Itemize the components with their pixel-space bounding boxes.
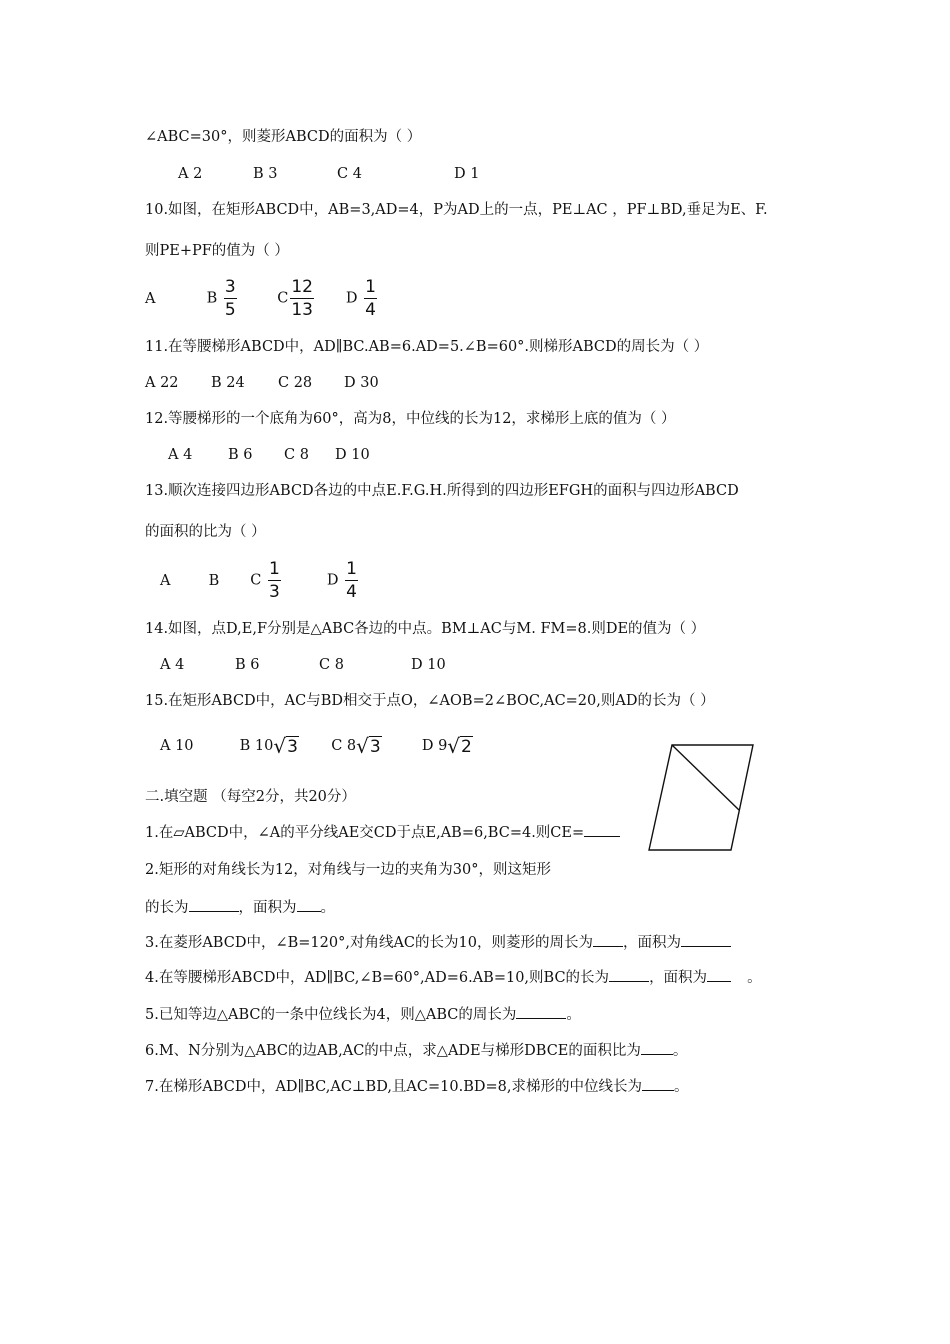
fill5-text-b: 。 [566,1007,581,1023]
fill7-text-a: 7.在梯形ABCD中，AD∥BC,AC⊥BD,且AC=10.BD=8,求梯形的中位线长为 [145,1079,642,1095]
fill2-text-c: 。 [320,900,335,916]
fill7-text-b: 。 [673,1079,689,1095]
q14-option-d: D 10 [411,657,446,673]
q14-option-b: B 6 [235,657,260,673]
q9-option-d: D 1 [454,166,480,182]
fraction [268,558,281,603]
answer-blank[interactable] [609,967,649,982]
answer-blank[interactable] [681,932,731,947]
fraction-numerator: 1 [268,559,280,579]
fraction [290,276,314,321]
q14-option-a: A 4 [160,657,185,673]
q9-option-c: C 4 [337,166,362,182]
fill2-text-a: 的长为 [145,900,189,916]
answer-blank[interactable] [641,1040,673,1055]
sqrt: √ 3 [273,734,298,758]
q15-option-d [422,728,473,764]
q10-option-d-label: D [345,290,358,307]
fill4-text-a: 4.在等腰梯形ABCD中，AD∥BC,∠B=60°,AD=6.AB=10,则BC的长为 [145,970,610,986]
fill3-text-a: 3.在菱形ABCD中，∠B=120°,对角线AC的长为10，则菱形的周长为 [145,935,593,951]
fill2-text-b: ，面积为 [238,900,297,916]
q12-option-d: D 10 [335,447,370,463]
fraction-numerator: 12 [291,277,313,297]
answer-blank[interactable] [297,897,321,912]
fraction-denominator: 13 [291,300,313,320]
q13-stem-line2: 的面积的比为（ ） [145,524,266,540]
fill1 [145,822,620,843]
q10-option-c-label: C [277,290,289,307]
fill2-line2 [145,897,335,918]
sqrt: √ 2 [447,734,472,758]
q13-option-b: B [208,572,220,589]
q11-option-a: A 22 [145,375,179,391]
q13-option-d [327,558,360,603]
q9-option-a: A 2 [178,166,203,182]
q11-options [145,373,379,393]
q13-option-c-label: C [250,572,262,589]
fraction-denominator: 4 [346,582,357,602]
q12-option-c: C 8 [284,447,309,463]
fraction-numerator: 1 [346,559,357,579]
sqrt: √ 3 [356,734,381,758]
fill5 [145,1004,581,1025]
fill4 [145,967,762,988]
q13-option-c [250,558,322,603]
q12-stem: 12.等腰梯形的一个底角为60°，高为8，中位线的长为12，求梯形上底的值为（ ） [145,411,676,427]
q10-option-b [207,276,273,321]
fill7 [145,1076,688,1097]
fill3 [145,932,731,953]
q12-options [168,445,370,465]
fill2-line1: 2.矩形的对角线长为12，对角线与一边的夹角为30°，则这矩形 [145,862,551,878]
fraction-denominator: 4 [365,300,376,320]
section2-heading: 二.填空题 （每空2分，共20分） [145,789,356,805]
q10-stem-line1: 10.如图，在矩形ABCD中，AB=3,AD=4，P为AD上的一点，PE⊥AC ，PF⊥BD,垂足为E、F. [145,202,768,218]
q15-option-c [331,728,417,764]
parallelogram-outline [649,745,753,850]
answer-blank[interactable] [707,967,731,982]
answer-blank[interactable] [584,822,620,837]
q15-options [160,728,473,764]
q13-stem-line1: 13.顺次连接四边形ABCD各边的中点E.F.G.H.所得到的四边形EFGH的面积与四边形ABCD [145,483,739,499]
q15-option-b [240,728,327,764]
fraction [345,558,358,603]
answer-blank[interactable] [189,897,239,912]
q11-stem: 11.在等腰梯形ABCD中，AD∥BC.AB=6.AD=5.∠B=60°.则梯形ABCD的周长为（ ） [145,339,709,355]
q9-stem-tail: ∠ABC=30°，则菱形ABCD的面积为（ ） [145,129,422,145]
fill4-text-b: ，面积为 [649,970,708,986]
answer-blank[interactable] [593,932,623,947]
q11-option-d: D 30 [344,375,379,391]
fill1-text: 1.在▱ABCD中，∠A的平分线AE交CD于点E,AB=6,BC=4.则CE= [145,825,585,841]
fill6 [145,1040,687,1061]
sqrt-radicand: 2 [461,737,472,757]
q10-option-b-label: B [206,290,218,307]
fill6-text-a: 6.M、N分别为△ABC的边AB,AC的中点，求△ADE与梯形DBCE的面积比为 [145,1043,641,1059]
q13-option-d-label: D [326,572,339,589]
fraction-denominator: 3 [268,582,280,602]
fraction [224,276,237,321]
fill4-text-c: 。 [747,970,762,986]
q12-option-b: B 6 [228,447,253,463]
sqrt-radicand: 3 [287,737,298,757]
q10-option-d [346,276,379,321]
angle-bisector-line [672,745,739,810]
q15-option-c-label: C 8 [331,738,357,754]
q14-options [160,655,446,675]
q10-option-c [277,276,341,321]
fill6-text-b: 。 [672,1043,688,1059]
fill3-text-b: ，面积为 [622,935,681,951]
answer-blank[interactable] [516,1004,566,1019]
q11-option-c: C 28 [278,375,313,391]
q15-option-b-label: B 10 [239,738,274,754]
q14-option-c: C 8 [319,657,344,673]
q15-stem: 15.在矩形ABCD中，AC与BD相交于点O，∠AOB=2∠BOC,AC=20,则AD的长为（ ） [145,693,715,709]
q12-option-a: A 4 [168,447,193,463]
fraction-numerator: 1 [365,277,376,297]
q13-options [160,558,360,603]
q11-option-b: B 24 [211,375,245,391]
q10-option-a: A [145,290,156,307]
q10-stem-line2: 则PE+PF的值为（ ） [145,243,289,259]
q10-options [145,276,379,321]
q9-options [178,164,479,184]
q13-option-a: A [160,572,171,589]
answer-blank[interactable] [642,1076,674,1091]
q14-stem: 14.如图，点D,E,F分别是△ABC各边的中点。BM⊥AC与M. FM=8.则DE的值为（ ） [145,621,706,637]
q15-option-a: A 10 [160,738,194,754]
fill5-text-a: 5.已知等边△ABC的一条中位线长为4，则△ABC的周长为 [145,1007,517,1023]
parallelogram-figure [645,740,760,855]
sqrt-radicand: 3 [369,737,381,757]
q15-option-d-label: D 9 [421,738,448,754]
fraction-numerator: 3 [224,277,236,297]
fraction-denominator: 5 [224,300,236,320]
q9-option-b: B 3 [253,166,278,182]
fraction [364,276,377,321]
